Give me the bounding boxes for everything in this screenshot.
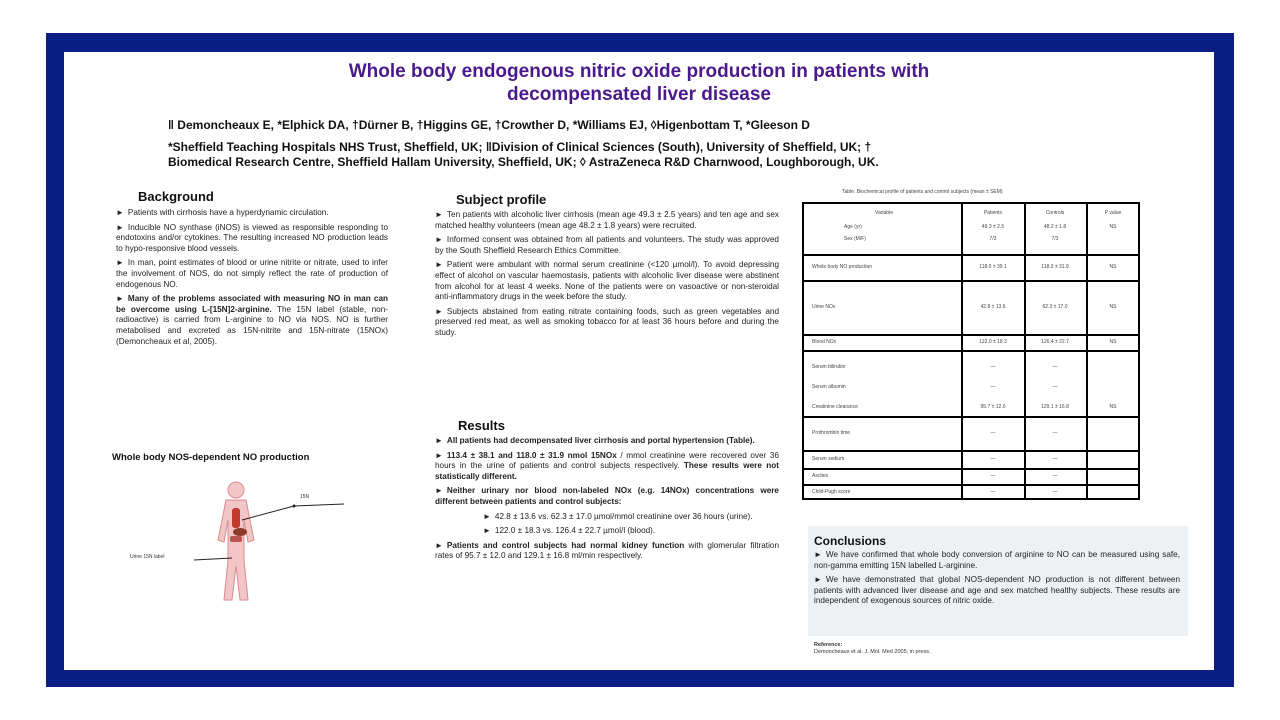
conclusions-box [808,526,1188,636]
table-cell: 7/3 [1051,236,1059,242]
subject-item: ► Subjects abstained from eating nitrate containing foods, such as green vegetables and preserved red meat, as well as smoking tobacco for at least 36 hours before and during the study. [435,306,779,337]
table-row-label: Age (yr) [844,224,862,230]
table-divider [804,350,1138,352]
conclusions-heading: Conclusions [814,534,887,548]
title-line-2: decompensated liver disease [506,84,771,105]
result-item: ► Neither urinary nor blood non-labeled NOx (e.g. 14NOx) concentrations were different between patients and control subjects: [435,486,779,506]
subject-profile-heading: Subject profile [456,192,547,207]
conclusion-item: ► We have demonstrated that global NOS-dependent NO production is not different between patients with advanced liver disease and age and sex matched healthy subjects. These results are independent of exogenous sources of nitric oxide. [814,575,1180,606]
human-body-illustration [144,470,354,610]
table-cell: — [1052,364,1058,370]
bullet-icon: ► [435,235,443,245]
result-item: ► All patients had decompensated liver cirrhosis and portal hypertension (Table). [435,436,755,445]
bullet-icon: ► [435,260,443,270]
table-divider [804,468,1138,470]
reference-text: Demoncheaux et al. J. Mol. Med 2005; in press. [814,649,931,655]
bullet-icon: ► [435,210,443,219]
table-header: P value [1104,210,1122,216]
table-cell: — [990,364,996,370]
table-row-label: Child-Pugh score [812,489,851,495]
figure-label-urine: Urine 15N label [130,554,165,560]
affiliations [168,140,1128,170]
table-cell: 118.0 ± 31.9 [1041,264,1069,270]
bullet-icon: ► [483,511,491,521]
table-caption: Table. Biochemical profile of patients and control subjects (mean ± SEM) [842,189,1003,195]
subject-item: ► Ten patients with alcoholic liver cirrhosis (mean age 49.3 ± 2.5 years) and ten age and sex matched healthy volunteers (mean age 48.2 ± 1.8 years) were recruited. [435,210,779,230]
table-cell: NS [1109,304,1117,310]
table-cell: 129.1 ± 16.8 [1041,404,1069,410]
table-cell: NS [1109,264,1117,270]
table-header: Variable [875,210,893,216]
conclusion-item: ► We have confirmed that whole body conversion of arginine to NO can be measured using safe, non-gamma emitting 15N labelled L-arginine. [814,550,1180,570]
table-divider [804,416,1138,418]
reference [814,642,930,656]
table-row-label: Serum albumin [812,384,846,390]
reference-label: Reference: [814,642,843,648]
table-cell: — [1052,456,1058,462]
affiliation-line-2: Biomedical Research Centre, Sheffield Hallam University, Sheffield, UK; ◊ AstraZeneca R&D Charnwood, Loughborough, UK. [168,155,879,169]
bullet-icon: ► [435,450,443,460]
result-item: ► 113.4 ± 38.1 and 118.0 ± 31.9 nmol 15NOx / mmol creatinine were recovered over 36 hours in the urine of patients and control subjects respectively. These results were not statistically different. [435,450,779,481]
conclusions-text [814,550,1180,611]
subject-item: ► Patient were ambulant with normal serum creatinine (<120 µmol/l). To avoid depressing effect of alcohol on vascular haemostasis, patients with alcoholic liver disease were abstinent from alcohol for at least 4 weeks. None of the patients were on vasoactive or non-steroidal anti-inflammatory drugs in the week before the study. [435,260,779,302]
bullet-icon: ► [116,222,124,232]
result-item: ► Patients and control subjects had normal kidney function with glomerular filtration rates of 95.7 ± 12.0 and 129.1 ± 16.8 ml/min respectively. [435,540,780,561]
table-divider [804,450,1138,452]
table-divider [804,334,1138,336]
table-divider [804,484,1138,486]
table-cell: — [990,430,996,436]
table-cell: — [990,489,996,495]
table-cell: — [990,473,996,479]
table-row-label: Whole body NO production [812,264,873,270]
background-heading: Background [138,189,214,204]
table-cell: NS [1109,404,1117,410]
table-cell: — [1052,384,1058,390]
background-item: ► In man, point estimates of blood or urine nitrite or nitrate, used to infer the involvement of NOS, do not simply reflect the rate of production of endogenous NO. [116,258,388,289]
table-cell: — [1052,430,1058,436]
table-row-label: Ascites [812,473,829,479]
table-cell: — [990,384,996,390]
results-heading: Results [458,418,505,433]
table-row-label: Sex (M/F) [844,236,866,242]
table-row-label: Serum sodium [812,456,845,462]
bullet-icon: ► [814,550,822,559]
table-divider [804,254,1138,256]
poster-title [64,60,1214,106]
table-cell: 62.3 ± 17.0 [1042,304,1068,310]
background-section [116,208,388,351]
table-divider [804,280,1138,282]
table-cell: 95.7 ± 12.0 [980,404,1006,410]
bullet-icon: ► [483,526,491,536]
body-diagram-figure [130,470,354,610]
table-row-label: Serum bilirubin [812,364,846,370]
affiliation-line-1: *Sheffield Teaching Hospitals NHS Trust, Sheffield, UK; ‖Division of Clinical Sciences (South), University of Sheffield, UK; † [168,140,872,154]
table-cell: 122.0 ± 18.3 [979,339,1007,345]
bullet-icon: ► [435,436,443,445]
figure-label-n15: 15N [300,494,310,500]
result-subitem: ► 122.0 ± 18.3 vs. 126.4 ± 22.7 µmol/l (blood). [483,526,656,536]
background-item: ► Many of the problems associated with measuring NO in man can be overcome using L-[15N]2-arginine. The 15N label (stable, non-radioactive) is carried from L-arginine to NO via NOS. NO is further metabolised and excreted as 15N-nitrite and 15N-nitrate (15NOx) (Demoncheaux et al, 2005). [116,294,389,346]
authors: ‖ Demoncheaux E, *Elphick DA, †Dürner B, †Higgins GE, †Crowther D, *Williams EJ, ◊Higenbottam T, *Gleeson D [168,118,810,132]
biochemical-table [802,202,1140,500]
table-cell: NS [1109,224,1117,230]
table-row-label: Blood NOx [812,339,837,345]
bullet-icon: ► [116,208,124,217]
table-cell: — [1052,473,1058,479]
table-header: Controls [1045,210,1065,216]
bullet-icon: ► [116,294,124,304]
table-cell: 48.2 ± 1.8 [1043,224,1067,230]
result-subitem: ► 42.8 ± 13.6 vs. 62.3 ± 17.0 µmol/mmol creatinine over 36 hours (urine). [483,511,753,521]
title-line-1: Whole body endogenous nitric oxide production in patients with [348,61,930,82]
poster [64,52,1214,670]
table-header: Patients [983,210,1003,216]
subject-profile-section [435,210,779,343]
table-cell: 49.3 ± 2.5 [981,224,1005,230]
table-row-label: Creatinine clearance [812,404,858,410]
bullet-icon: ► [814,575,822,585]
subject-item: ► Informed consent was obtained from all patients and volunteers. The study was approved by the South Sheffield Research Ethics Committee. [435,235,779,255]
bullet-icon: ► [435,486,443,496]
table-cell: 42.8 ± 13.6 [980,304,1006,310]
figure-title: Whole body NOS-dependent NO production [112,452,310,463]
bullet-icon: ► [435,540,443,550]
table-row-label: Urine NOx [812,304,836,310]
table-row-label: Prothrombin time [812,430,851,436]
background-item: ► Inducible NO synthase (iNOS) is viewed as responsible responding to endotoxins and/or cytokines. The resulting increased NO production leads to hypo-responsive blood vessels. [116,222,388,253]
results-section [435,436,779,566]
table-cell: — [1052,489,1058,495]
bullet-icon: ► [435,306,443,316]
table-cell: NS [1109,339,1117,345]
table-cell: 118.0 ± 39.1 [979,264,1007,270]
background-item: ► Patients with cirrhosis have a hyperdynamic circulation. [116,208,329,217]
bullet-icon: ► [116,258,124,268]
table-cell: — [990,456,996,462]
table-cell: 7/3 [989,236,997,242]
table-cell: 126.4 ± 22.7 [1041,339,1069,345]
